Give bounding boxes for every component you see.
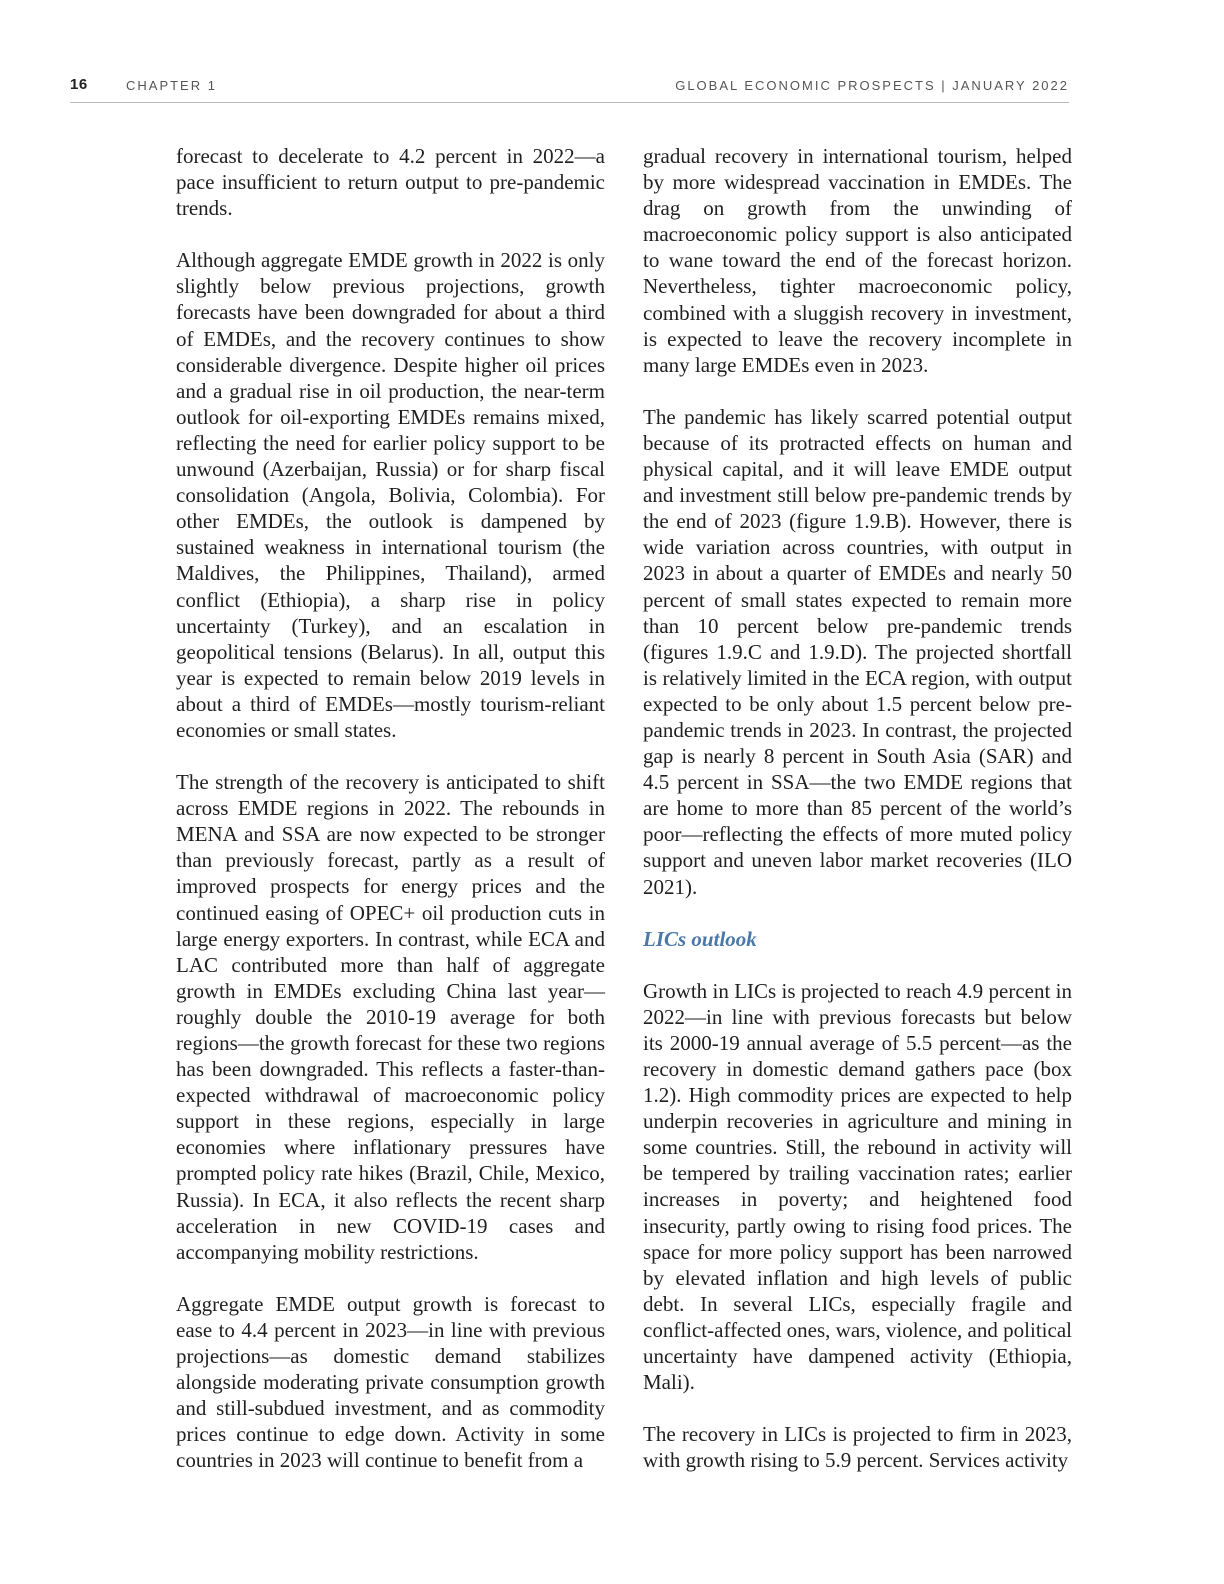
- left-column: [176, 143, 605, 1474]
- right-column: [643, 143, 1072, 1473]
- body-paragraph: The strength of the recovery is anticipated to shift across EMDE regions in 2022. The rebounds in MENA and SSA are now expected to be stronger than previously forecast, partly as a result of improved prospects for energy prices and the continued easing of OPEC+ oil production cuts in large energy exporters. In contrast, while ECA and LAC contributed more than half of aggregate growth in EMDEs excluding China last year—roughly double the 2010-19 average for both regions—the growth forecast for these two regions has been downgraded. This reflects a faster-than-expected withdrawal of macroeconomic policy support in these regions, especially in large economies where inflationary pressures have prompted policy rate hikes (Brazil, Chile, Mexico, Russia). In ECA, it also reflects the recent sharp acceleration in new COVID-19 cases and accompanying mobility restrictions.: [176, 770, 605, 1264]
- report-title: GLOBAL ECONOMIC PROSPECTS | JANUARY 2022: [675, 78, 1069, 93]
- body-paragraph: Aggregate EMDE output growth is forecast to ease to 4.4 percent in 2023—in line with previous projections—as domestic demand stabilizes alongside moderating private consumption growth and still-subdued investment, and as commodity prices continue to edge down. Activity in some countries in 2023 will continue to benefit from a: [176, 1291, 605, 1473]
- body-paragraph: Although aggregate EMDE growth in 2022 is only slightly below previous projections, growth forecasts have been downgraded for about a third of EMDEs, and the recovery continues to show considerable divergence. Despite higher oil prices and a gradual rise in oil production, the near-term outlook for oil-exporting EMDEs remains mixed, reflecting the need for earlier policy support to be unwound (Azerbaijan, Russia) or for sharp fiscal consolidation (Angola, Bolivia, Colombia). For other EMDEs, the outlook is dampened by sustained weakness in international tourism (the Maldives, the Philippines, Thailand), armed conflict (Ethiopia), a sharp rise in policy uncertainty (Turkey), and an escalation in geopolitical tensions (Belarus). In all, output this year is expected to remain below 2019 levels in about a third of EMDEs—mostly tourism-reliant economies or small states.: [176, 248, 605, 742]
- section-heading: LICs outlook: [643, 926, 757, 951]
- body-paragraph: The recovery in LICs is projected to firm in 2023, with growth rising to 5.9 percent. Services activity: [643, 1422, 1072, 1473]
- body-paragraph: Growth in LICs is projected to reach 4.9 percent in 2022—in line with previous forecasts but below its 2000-19 annual average of 5.5 percent—as the recovery in domestic demand gathers pace (box 1.2). High commodity prices are expected to help underpin recoveries in agriculture and mining in some countries. Still, the rebound in activity will be tempered by trailing vaccination rates; earlier increases in poverty; and heightened food insecurity, partly owing to rising food prices. The space for more policy support has been narrowed by elevated inflation and high levels of public debt. In several LICs, especially fragile and conflict-affected ones, wars, violence, and political uncertainty have dampened activity (Ethiopia, Mali).: [643, 978, 1072, 1395]
- body-paragraph: gradual recovery in international tourism, helped by more widespread vaccination in EMDEs. The drag on growth from the unwinding of macroeconomic policy support is also anticipated to wane toward the end of the forecast horizon. Nevertheless, tighter macroeconomic policy, combined with a sluggish recovery in investment, is expected to leave the recovery incomplete in many large EMDEs even in 2023.: [643, 144, 1072, 377]
- body-paragraph: The pandemic has likely scarred potential output because of its protracted effects on human and physical capital, and it will leave EMDE output and investment still below pre-pandemic trends by the end of 2023 (figure 1.9.B). However, there is wide variation across countries, with output in 2023 in about a quarter of EMDEs and nearly 50 percent of small states expected to remain more than 10 percent below pre-pandemic trends (figures 1.9.C and 1.9.D). The projected shortfall is relatively limited in the ECA region, with output expected to be only about 1.5 percent below pre-pandemic trends in 2023. In contrast, the projected gap is nearly 8 percent in South Asia (SAR) and 4.5 percent in SSA—the two EMDE regions that are home to more than 85 percent of the world’s poor—reflecting the effects of more muted policy support and uneven labor market recoveries (ILO 2021).: [643, 404, 1072, 899]
- page-number: 16: [70, 76, 88, 93]
- chapter-label: CHAPTER 1: [126, 78, 217, 93]
- page-header: [70, 76, 1069, 103]
- body-paragraph: forecast to decelerate to 4.2 percent in 2022—a pace insufficient to return output to pre-pandemic trends.: [176, 144, 605, 221]
